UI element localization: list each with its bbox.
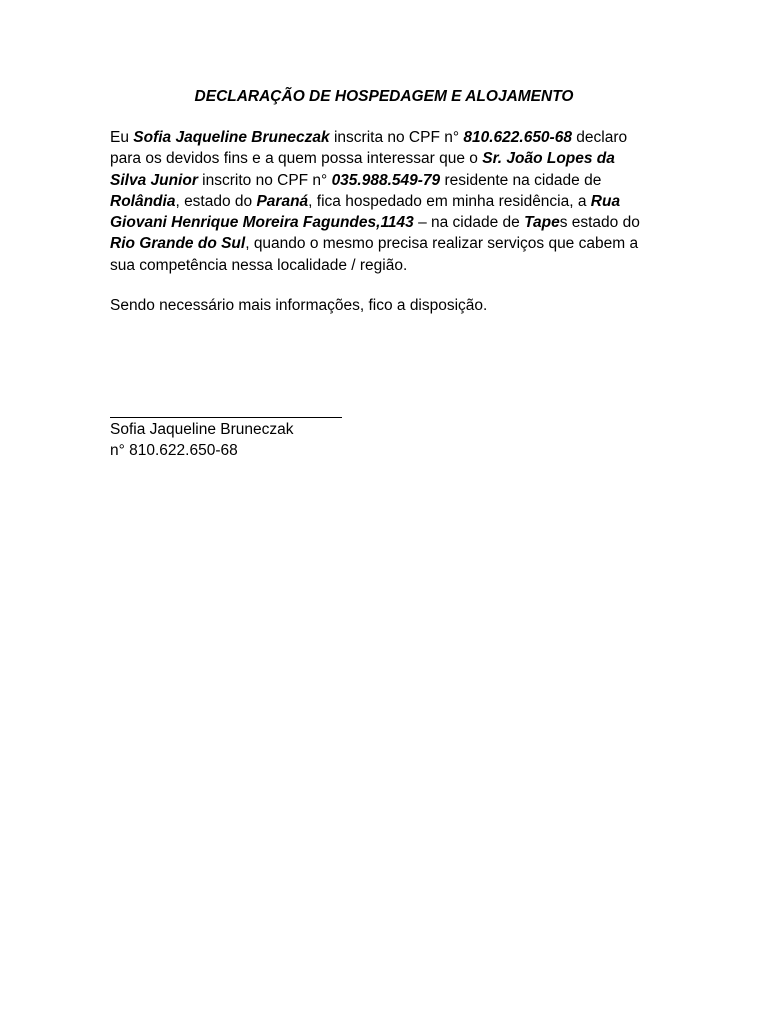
text-run: sua competência nessa localidade / região. — [110, 256, 408, 274]
guest-city: Rolândia — [110, 192, 176, 210]
address-part-2: Giovani Henrique Moreira Fagundes,1143 — [110, 214, 414, 232]
guest-name-part-1: Sr. João Lopes da — [482, 150, 615, 168]
paragraph-line-7 — [110, 255, 670, 276]
paragraph-line-4 — [110, 191, 670, 212]
residence-state: Rio Grande do Sul — [110, 235, 246, 253]
declarant-name: Sofia Jaqueline Bruneczak — [133, 129, 330, 146]
text-run: para os devidos fins e a quem possa interessar que o — [110, 150, 483, 168]
text-run: , estado do — [175, 192, 257, 210]
document-title: DECLARAÇÃO DE HOSPEDAGEM E ALOJAMENTO — [194, 88, 574, 105]
text-run: , quando o mesmo precisa realizar serviços que cabem a — [245, 235, 639, 253]
text-run: inscrita no CPF n° — [329, 129, 464, 146]
signature-name: Sofia Jaqueline Bruneczak — [110, 421, 294, 438]
guest-name-part-2: Silva Junior — [110, 171, 198, 189]
declarant-cpf: 810.622.650-68 — [463, 129, 572, 146]
text-run: Eu — [110, 129, 134, 146]
text-run: , fica hospedado em minha residência, a — [308, 192, 591, 210]
paragraph-line-3 — [110, 170, 670, 191]
signature-cpf: n° 810.622.650-68 — [110, 442, 238, 459]
text-run: residente na cidade de — [440, 171, 602, 189]
text-run: inscrito no CPF n° — [197, 171, 332, 189]
paragraph-line-5 — [110, 212, 670, 233]
signature-line — [110, 398, 342, 418]
text-run: s estado do — [559, 214, 640, 232]
signature-block — [110, 398, 342, 461]
paragraph-line-1 — [110, 127, 670, 148]
text-run: declaro — [571, 129, 628, 146]
guest-cpf: 035.988.549-79 — [331, 171, 441, 189]
guest-state: Paraná — [256, 192, 309, 210]
closing-paragraph: Sendo necessário mais informações, fico a disposição. — [110, 297, 488, 314]
paragraph-line-6 — [110, 233, 670, 254]
address-part-1: Rua — [590, 192, 621, 210]
paragraph-line-2 — [110, 148, 670, 169]
residence-city: Tape — [524, 214, 560, 232]
declaration-paragraph — [110, 127, 670, 276]
text-run: – na cidade de — [413, 214, 525, 232]
